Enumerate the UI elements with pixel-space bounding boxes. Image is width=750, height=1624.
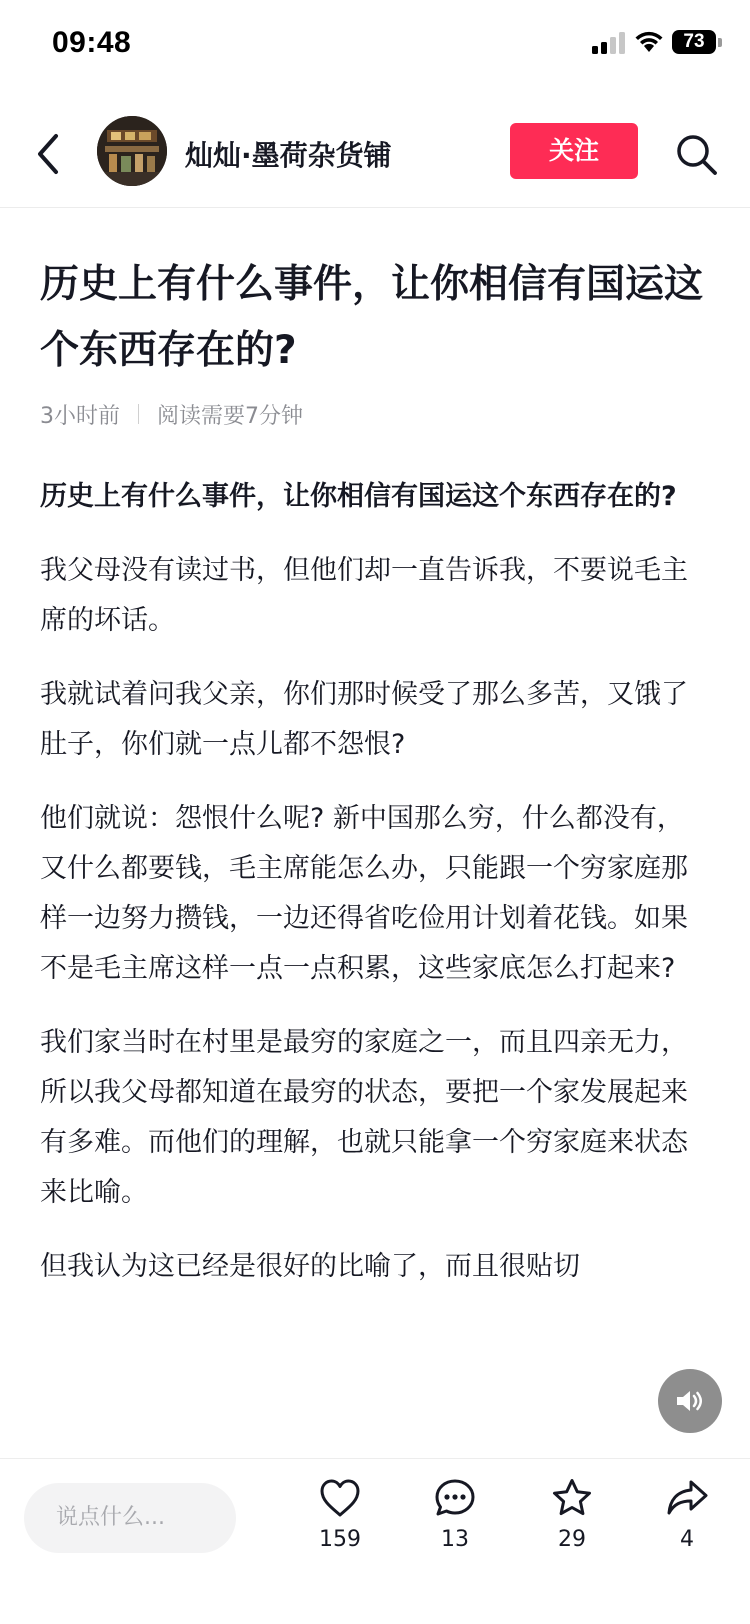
status-bar	[0, 0, 750, 90]
speaker-icon	[675, 1388, 705, 1414]
favorite-count: 29	[558, 1527, 586, 1552]
post-time: 3小时前	[40, 403, 120, 429]
article-paragraph: 我就试着问我父亲，你们那时候受了那么多苦，又饿了肚子，你们就一点儿都不怨恨?	[40, 679, 688, 760]
listen-button[interactable]	[658, 1369, 722, 1433]
article-paragraph: 但我认为这已经是很好的比喻了，而且很贴切	[40, 1251, 580, 1282]
star-icon	[550, 1477, 594, 1519]
article-paragraph: 我父母没有读过书，但他们却一直告诉我，不要说毛主席的坏话。	[40, 555, 688, 636]
share-count: 4	[680, 1527, 694, 1552]
article-body	[40, 472, 710, 1292]
author-name[interactable]: 灿灿·墨荷杂货铺	[185, 139, 392, 172]
meta-divider	[138, 404, 139, 424]
heart-icon	[318, 1477, 362, 1519]
avatar[interactable]	[97, 116, 167, 186]
comment-icon	[433, 1477, 477, 1519]
comment-button[interactable]	[410, 1477, 500, 1552]
like-count: 159	[319, 1527, 361, 1552]
share-button[interactable]	[642, 1477, 732, 1552]
article-title: 历史上有什么事件，让你相信有国运这个东西存在的?	[40, 262, 704, 373]
article-paragraph: 我们家当时在村里是最穷的家庭之一，而且四亲无力，所以我父母都知道在最穷的状态，要把一个家发展起来有多难。而他们的理解，也就只能拿一个穷家庭来状态来比喻。	[40, 1027, 688, 1208]
chevron-left-icon[interactable]	[34, 132, 64, 176]
wifi-icon	[634, 30, 664, 54]
article	[40, 252, 710, 1316]
favorite-button[interactable]	[527, 1477, 617, 1552]
status-time: 09:48	[52, 26, 132, 59]
battery-cap	[718, 38, 722, 47]
signal-icon	[592, 32, 626, 54]
search-icon[interactable]	[674, 132, 718, 176]
share-icon	[665, 1477, 709, 1519]
battery-icon	[672, 30, 716, 54]
comment-input[interactable]: 说点什么...	[24, 1483, 236, 1553]
battery-level: 73	[683, 31, 705, 52]
article-paragraph: 他们就说：怨恨什么呢? 新中国那么穷，什么都没有，又什么都要钱，毛主席能怎么办，只能跟一个穷家庭那样一边努力攒钱，一边还得省吃俭用计划着花钱。如果不是毛主席这样一点一点积累，这些家底怎么打起来?	[40, 803, 688, 984]
bottom-action-bar	[0, 1458, 750, 1624]
author-header	[0, 110, 750, 208]
follow-button[interactable]: 关注	[510, 123, 638, 179]
article-meta	[40, 396, 710, 432]
article-subheading: 历史上有什么事件，让你相信有国运这个东西存在的?	[40, 481, 677, 512]
read-time: 阅读需要7分钟	[157, 403, 303, 429]
comment-count: 13	[441, 1527, 469, 1552]
header-divider	[0, 207, 750, 208]
avatar-image	[97, 116, 167, 186]
like-button[interactable]	[295, 1477, 385, 1552]
